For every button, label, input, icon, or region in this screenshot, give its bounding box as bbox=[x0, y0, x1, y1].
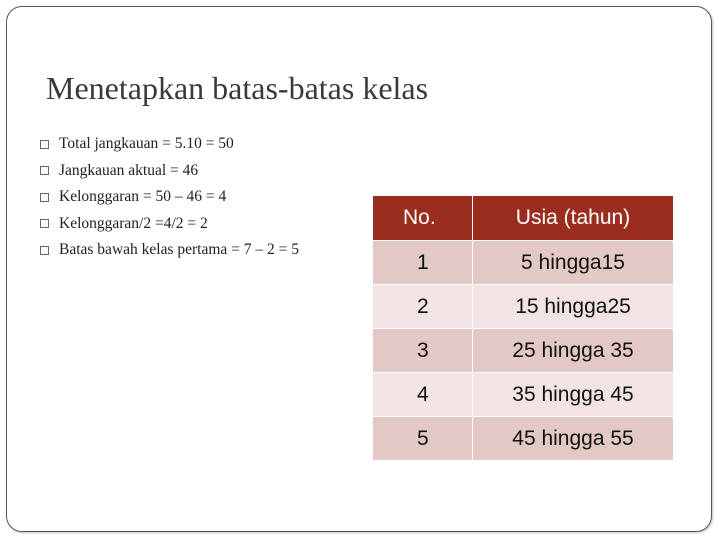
checkbox-bullet-icon bbox=[40, 193, 49, 202]
cell-no: 4 bbox=[373, 373, 473, 417]
checkbox-bullet-icon bbox=[40, 140, 49, 149]
table-header-row bbox=[373, 196, 674, 241]
cell-no: 1 bbox=[373, 241, 473, 285]
bullet-item bbox=[40, 131, 299, 158]
bullet-item bbox=[40, 211, 299, 238]
checkbox-bullet-icon bbox=[40, 246, 49, 255]
bullet-item bbox=[40, 237, 299, 264]
header-age: Usia (tahun) bbox=[473, 196, 674, 241]
checkbox-bullet-icon bbox=[40, 219, 49, 228]
slide-title: Menetapkan batas-batas kelas bbox=[46, 70, 429, 106]
bullet-item bbox=[40, 184, 299, 211]
bullet-text: Kelonggaran/2 =4/2 = 2 bbox=[59, 214, 208, 232]
cell-age: 25 hingga 35 bbox=[473, 329, 674, 373]
bullet-text: Batas bawah kelas pertama = 7 – 2 = 5 bbox=[59, 241, 300, 259]
header-no: No. bbox=[373, 196, 473, 241]
bullet-list bbox=[40, 131, 299, 264]
table-row bbox=[373, 373, 674, 417]
cell-no: 5 bbox=[373, 417, 473, 461]
cell-age: 5 hingga15 bbox=[473, 241, 674, 285]
cell-no: 2 bbox=[373, 285, 473, 329]
age-class-table bbox=[372, 195, 674, 461]
cell-no: 3 bbox=[373, 329, 473, 373]
table-row bbox=[373, 285, 674, 329]
cell-age: 15 hingga25 bbox=[473, 285, 674, 329]
bullet-text: Kelonggaran = 50 – 46 = 4 bbox=[59, 188, 227, 206]
cell-age: 35 hingga 45 bbox=[473, 373, 674, 417]
table-row bbox=[373, 417, 674, 461]
bullet-text: Total jangkauan = 5.10 = 50 bbox=[59, 135, 234, 153]
bullet-text: Jangkauan aktual = 46 bbox=[59, 161, 199, 179]
cell-age: 45 hingga 55 bbox=[473, 417, 674, 461]
table-row bbox=[373, 241, 674, 285]
checkbox-bullet-icon bbox=[40, 166, 49, 175]
table-row bbox=[373, 329, 674, 373]
bullet-item bbox=[40, 158, 299, 185]
